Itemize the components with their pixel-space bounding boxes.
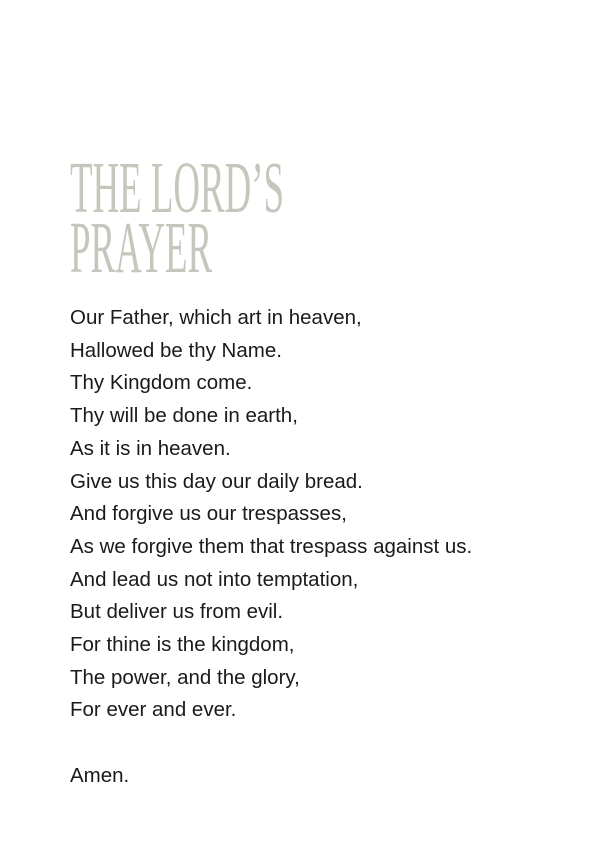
prayer-line: For thine is the kingdom,	[70, 633, 295, 657]
prayer-line: And lead us not into temptation,	[70, 567, 359, 591]
prayer-line: For ever and ever.	[70, 698, 237, 722]
prayer-line: Thy will be done in earth,	[70, 404, 298, 428]
title-line-2: PRAYER	[70, 207, 213, 288]
prayer-line: Give us this day our daily bread.	[70, 469, 363, 493]
prayer-line: Thy Kingdom come.	[70, 371, 253, 395]
prayer-line: And forgive us our trespasses,	[70, 502, 347, 526]
prayer-line: But deliver us from evil.	[70, 600, 284, 624]
prayer-closing: Amen.	[70, 763, 130, 787]
title-line-1: THE LORD’S	[70, 147, 285, 228]
prayer-line: As we forgive them that trespass against us.	[70, 534, 473, 558]
prayer-text	[70, 302, 600, 793]
prayer-line: Hallowed be thy Name.	[70, 338, 282, 362]
prayer-line: As it is in heaven.	[70, 436, 231, 460]
prayer-line: Our Father, which art in heaven,	[70, 306, 362, 329]
prayer-line: The power, and the glory,	[70, 665, 300, 689]
page-title	[70, 147, 600, 288]
